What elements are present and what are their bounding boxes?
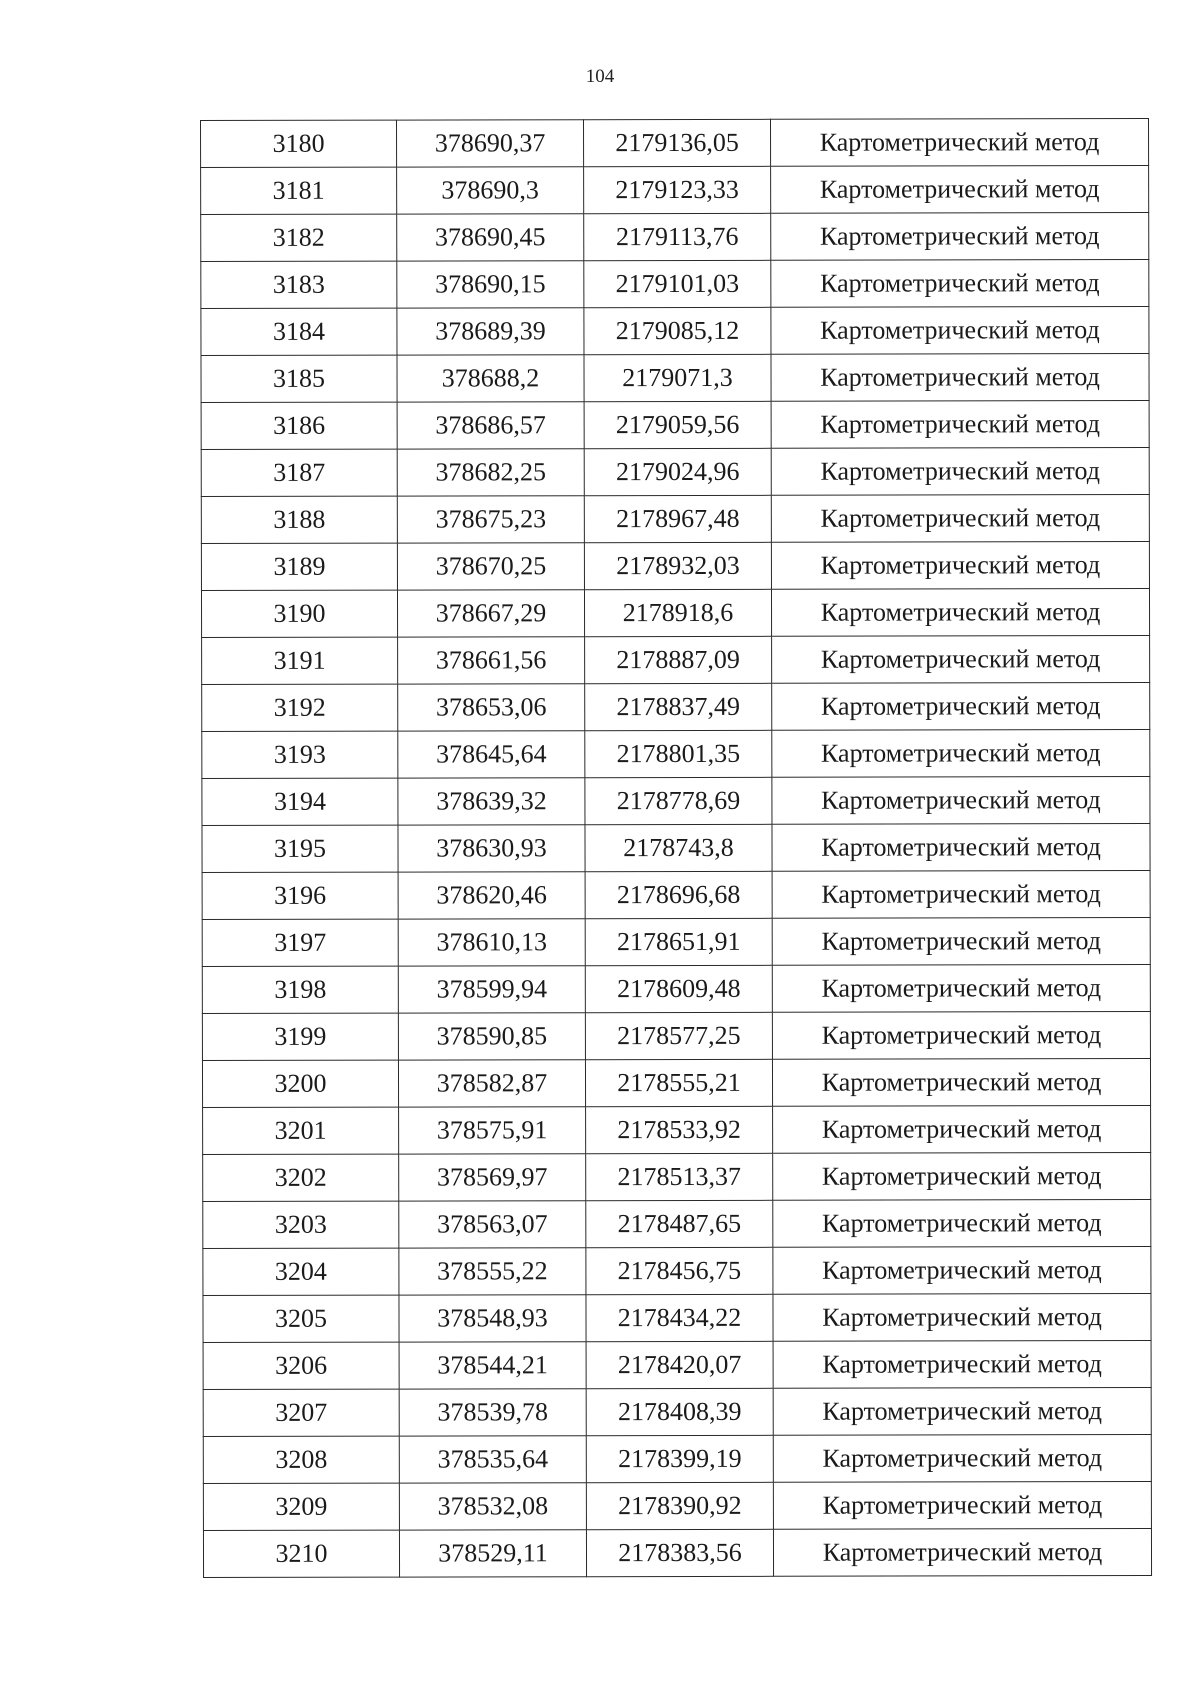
y-coordinate-cell: 2179136,05	[584, 119, 771, 166]
y-coordinate-cell: 2178696,68	[585, 871, 772, 918]
x-coordinate-cell: 378690,45	[397, 214, 584, 261]
method-cell: Картометрический метод	[772, 965, 1150, 1013]
point-number-cell: 3181	[201, 167, 397, 214]
y-coordinate-cell: 2178651,91	[585, 918, 772, 965]
point-number-cell: 3200	[202, 1060, 398, 1107]
method-cell: Картометрический метод	[773, 1153, 1151, 1201]
y-coordinate-cell: 2179085,12	[584, 307, 771, 354]
table-row	[202, 777, 1150, 826]
coordinates-table	[200, 118, 1152, 1578]
table-row	[203, 1388, 1151, 1437]
x-coordinate-cell: 378690,3	[397, 167, 584, 214]
y-coordinate-cell: 2178383,56	[586, 1529, 773, 1576]
table-row	[201, 542, 1149, 591]
table-row	[202, 1059, 1150, 1108]
point-number-cell: 3186	[201, 402, 397, 449]
method-cell: Картометрический метод	[773, 1435, 1151, 1483]
point-number-cell: 3196	[202, 872, 398, 919]
x-coordinate-cell: 378686,57	[397, 402, 584, 449]
table-row	[203, 1435, 1151, 1484]
x-coordinate-cell: 378529,11	[399, 1530, 586, 1577]
point-number-cell: 3189	[201, 543, 397, 590]
y-coordinate-cell: 2178487,65	[586, 1200, 773, 1247]
y-coordinate-cell: 2178837,49	[585, 683, 772, 730]
x-coordinate-cell: 378653,06	[398, 684, 585, 731]
y-coordinate-cell: 2178420,07	[586, 1341, 773, 1388]
table-row	[201, 354, 1149, 403]
method-cell: Картометрический метод	[772, 1059, 1150, 1107]
table-row	[203, 1200, 1151, 1249]
x-coordinate-cell: 378688,2	[397, 355, 584, 402]
point-number-cell: 3204	[203, 1248, 399, 1295]
table-row	[201, 495, 1149, 544]
x-coordinate-cell: 378689,39	[397, 308, 584, 355]
x-coordinate-cell: 378690,37	[397, 120, 584, 167]
y-coordinate-cell: 2178609,48	[585, 965, 772, 1012]
y-coordinate-cell: 2178577,25	[585, 1012, 772, 1059]
point-number-cell: 3180	[201, 120, 397, 167]
point-number-cell: 3194	[202, 778, 398, 825]
y-coordinate-cell: 2178801,35	[585, 730, 772, 777]
y-coordinate-cell: 2179101,03	[584, 260, 771, 307]
table-row	[201, 401, 1149, 450]
point-number-cell: 3203	[203, 1201, 399, 1248]
y-coordinate-cell: 2178513,37	[586, 1153, 773, 1200]
point-number-cell: 3193	[202, 731, 398, 778]
method-cell: Картометрический метод	[772, 777, 1150, 825]
point-number-cell: 3205	[203, 1295, 399, 1342]
table-row	[202, 636, 1150, 685]
y-coordinate-cell: 2178555,21	[585, 1059, 772, 1106]
y-coordinate-cell: 2178533,92	[586, 1106, 773, 1153]
point-number-cell: 3192	[202, 684, 398, 731]
coordinates-table-container	[200, 118, 1151, 1578]
method-cell: Картометрический метод	[773, 1294, 1151, 1342]
table-row	[201, 307, 1149, 356]
method-cell: Картометрический метод	[773, 1341, 1151, 1389]
table-row	[203, 1482, 1151, 1531]
y-coordinate-cell: 2178408,39	[586, 1388, 773, 1435]
x-coordinate-cell: 378630,93	[398, 825, 585, 872]
table-row	[202, 1012, 1150, 1061]
point-number-cell: 3187	[201, 449, 397, 496]
y-coordinate-cell: 2178967,48	[584, 495, 771, 542]
table-row	[202, 683, 1150, 732]
point-number-cell: 3197	[202, 919, 398, 966]
point-number-cell: 3210	[203, 1530, 399, 1577]
point-number-cell: 3191	[202, 637, 398, 684]
table-row	[203, 1106, 1151, 1155]
point-number-cell: 3188	[201, 496, 397, 543]
method-cell: Картометрический метод	[771, 307, 1149, 355]
x-coordinate-cell: 378670,25	[397, 543, 584, 590]
x-coordinate-cell: 378599,94	[398, 966, 585, 1013]
y-coordinate-cell: 2179071,3	[584, 354, 771, 401]
x-coordinate-cell: 378661,56	[398, 637, 585, 684]
method-cell: Картометрический метод	[772, 730, 1150, 778]
table-row	[202, 918, 1150, 967]
point-number-cell: 3201	[203, 1107, 399, 1154]
method-cell: Картометрический метод	[771, 495, 1149, 543]
method-cell: Картометрический метод	[771, 354, 1149, 402]
table-row	[202, 730, 1150, 779]
method-cell: Картометрический метод	[773, 1247, 1151, 1295]
x-coordinate-cell: 378535,64	[399, 1436, 586, 1483]
y-coordinate-cell: 2179059,56	[584, 401, 771, 448]
point-number-cell: 3202	[203, 1154, 399, 1201]
point-number-cell: 3195	[202, 825, 398, 872]
x-coordinate-cell: 378675,23	[397, 496, 584, 543]
method-cell: Картометрический метод	[772, 1012, 1150, 1060]
y-coordinate-cell: 2178918,6	[584, 589, 771, 636]
table-row	[202, 871, 1150, 920]
method-cell: Картометрический метод	[773, 1529, 1151, 1577]
table-row	[201, 260, 1149, 309]
point-number-cell: 3182	[201, 214, 397, 261]
x-coordinate-cell: 378555,22	[399, 1248, 586, 1295]
point-number-cell: 3208	[203, 1436, 399, 1483]
y-coordinate-cell: 2178390,92	[586, 1482, 773, 1529]
y-coordinate-cell: 2178778,69	[585, 777, 772, 824]
table-row	[202, 965, 1150, 1014]
x-coordinate-cell: 378682,25	[397, 449, 584, 496]
coordinates-table-body	[201, 119, 1152, 1578]
x-coordinate-cell: 378610,13	[398, 919, 585, 966]
y-coordinate-cell: 2178399,19	[586, 1435, 773, 1482]
method-cell: Картометрический метод	[772, 636, 1150, 684]
y-coordinate-cell: 2178434,22	[586, 1294, 773, 1341]
point-number-cell: 3184	[201, 308, 397, 355]
y-coordinate-cell: 2178456,75	[586, 1247, 773, 1294]
point-number-cell: 3209	[203, 1483, 399, 1530]
x-coordinate-cell: 378667,29	[397, 590, 584, 637]
x-coordinate-cell: 378590,85	[398, 1013, 585, 1060]
table-row	[201, 589, 1149, 638]
y-coordinate-cell: 2178887,09	[585, 636, 772, 683]
method-cell: Картометрический метод	[771, 401, 1149, 449]
method-cell: Картометрический метод	[771, 166, 1149, 214]
method-cell: Картометрический метод	[772, 824, 1150, 872]
method-cell: Картометрический метод	[773, 1482, 1151, 1530]
method-cell: Картометрический метод	[771, 260, 1149, 308]
table-row	[201, 166, 1149, 215]
x-coordinate-cell: 378569,97	[399, 1154, 586, 1201]
page-number: 104	[585, 66, 615, 87]
x-coordinate-cell: 378645,64	[398, 731, 585, 778]
table-row	[203, 1247, 1151, 1296]
point-number-cell: 3183	[201, 261, 397, 308]
method-cell: Картометрический метод	[772, 683, 1150, 731]
x-coordinate-cell: 378620,46	[398, 872, 585, 919]
method-cell: Картометрический метод	[773, 1388, 1151, 1436]
method-cell: Картометрический метод	[772, 871, 1150, 919]
method-cell: Картометрический метод	[773, 1200, 1151, 1248]
point-number-cell: 3207	[203, 1389, 399, 1436]
x-coordinate-cell: 378582,87	[398, 1060, 585, 1107]
point-number-cell: 3206	[203, 1342, 399, 1389]
y-coordinate-cell: 2179123,33	[584, 166, 771, 213]
y-coordinate-cell: 2178932,03	[584, 542, 771, 589]
table-row	[201, 213, 1149, 262]
y-coordinate-cell: 2179024,96	[584, 448, 771, 495]
table-row	[203, 1341, 1151, 1390]
table-row	[201, 448, 1149, 497]
method-cell: Картометрический метод	[771, 542, 1149, 590]
x-coordinate-cell: 378690,15	[397, 261, 584, 308]
table-row	[203, 1153, 1151, 1202]
x-coordinate-cell: 378639,32	[398, 778, 585, 825]
y-coordinate-cell: 2178743,8	[585, 824, 772, 871]
method-cell: Картометрический метод	[772, 918, 1150, 966]
point-number-cell: 3190	[201, 590, 397, 637]
method-cell: Картометрический метод	[770, 119, 1148, 167]
table-row	[203, 1529, 1151, 1578]
method-cell: Картометрический метод	[773, 1106, 1151, 1154]
table-row	[202, 824, 1150, 873]
x-coordinate-cell: 378563,07	[399, 1201, 586, 1248]
y-coordinate-cell: 2179113,76	[584, 213, 771, 260]
table-row	[203, 1294, 1151, 1343]
x-coordinate-cell: 378544,21	[399, 1342, 586, 1389]
method-cell: Картометрический метод	[771, 589, 1149, 637]
table-row	[201, 119, 1149, 168]
point-number-cell: 3199	[202, 1013, 398, 1060]
x-coordinate-cell: 378532,08	[399, 1483, 586, 1530]
x-coordinate-cell: 378539,78	[399, 1389, 586, 1436]
x-coordinate-cell: 378548,93	[399, 1295, 586, 1342]
x-coordinate-cell: 378575,91	[399, 1107, 586, 1154]
point-number-cell: 3185	[201, 355, 397, 402]
point-number-cell: 3198	[202, 966, 398, 1013]
method-cell: Картометрический метод	[771, 448, 1149, 496]
method-cell: Картометрический метод	[771, 213, 1149, 261]
